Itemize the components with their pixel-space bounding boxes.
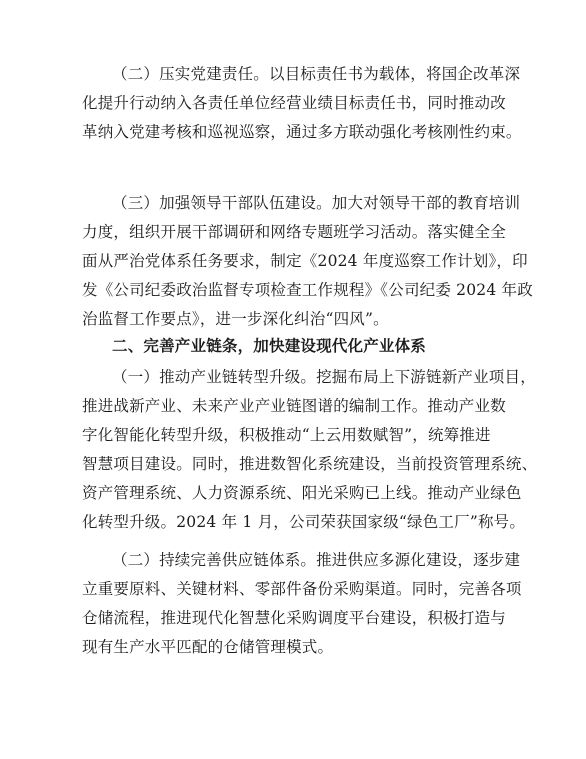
text-line: 资产管理系统、人力资源系统、阳光采购已上线。推动产业绿色 [82, 484, 522, 502]
paragraph-industry-chain-upgrade [82, 363, 538, 537]
text-line: （二）持续完善供应链体系。推进供应多源化建设，逐步建 [112, 551, 521, 569]
text-line: 智慧项目建设。同时，推进数智化系统建设，当前投资管理系统、 [82, 455, 538, 473]
text-line: （一）推动产业链转型升级。挖掘布局上下游链新产业项目， [112, 368, 536, 386]
text-line: 化转型升级。2024 年 1 月，公司荣获国家级“绿色工厂”称号。 [82, 513, 526, 531]
text-line: 力度，组织开展干部调研和网络专题班学习活动。落实健全全 [82, 223, 506, 241]
text-line: 推进战新产业、未来产业产业链图谱的编制工作。推动产业数 [82, 397, 506, 415]
text-line: 字化智能化转型升级，积极推动“上云用数赋智”，统筹推进 [82, 426, 491, 444]
text-line: 化提升行动纳入各责任单位经营业绩目标责任书，同时推动改 [82, 94, 506, 112]
paragraph-supply-chain-system [82, 546, 522, 662]
text-line: 发《公司纪委政治监督专项检查工作规程》《公司纪委 2024 年政 [82, 281, 533, 299]
text-line: （二）压实党建责任。以目标责任书为载体，将国企改革深 [112, 65, 521, 83]
text-line: 革纳入党建考核和巡视巡察，通过多方联动强化考核刚性约束。 [82, 123, 522, 141]
text-line: 仓储流程，推进现代化智慧化采购调度平台建设，积极打造与 [82, 609, 506, 627]
text-line: 治监督工作要点》，进一步深化纠治“四风”。 [82, 310, 389, 328]
paragraph-party-building-responsibility [82, 60, 522, 147]
text-line: 立重要原料、关键材料、零部件备份采购渠道。同时，完善各项 [82, 580, 522, 598]
section-heading-industry-chain [82, 331, 522, 360]
text-line: （三）加强领导干部队伍建设。加大对领导干部的教育培训 [112, 194, 521, 212]
section-heading: 二、完善产业链条，加快建设现代化产业体系 [112, 336, 427, 355]
text-line: 现有生产水平匹配的仓储管理模式。 [82, 638, 334, 656]
text-line: 面从严治党体系任务要求，制定《2024 年度巡察工作计划》，印 [82, 252, 528, 270]
paragraph-leadership-team [82, 189, 533, 334]
